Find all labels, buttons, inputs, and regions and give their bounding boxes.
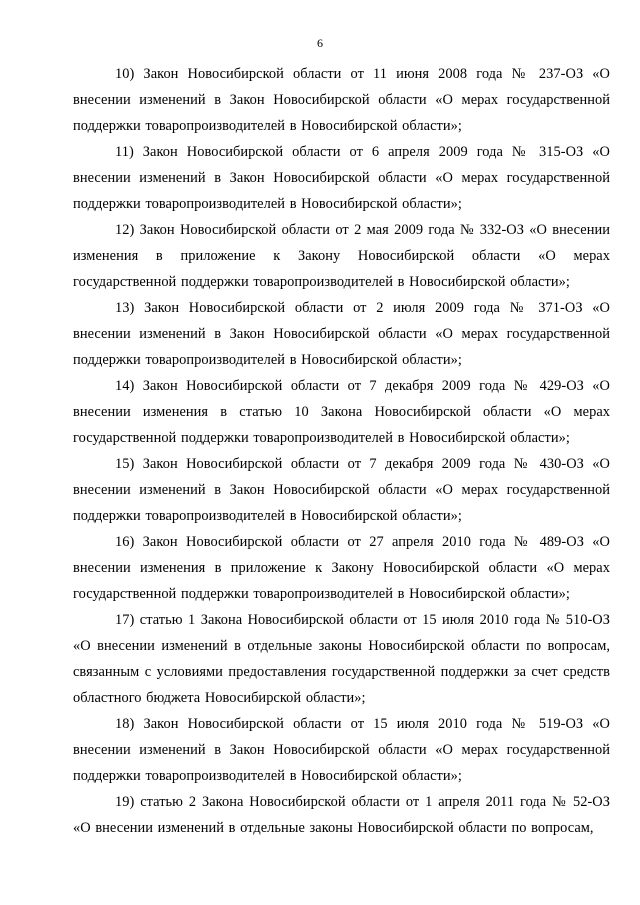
list-item-15: 15) Закон Новосибирской области от 7 декабря 2009 года № 430-ОЗ «О внесении изменений в Закон Новосибирской области «О мерах государственной поддержки товаропроизводителей в Новосибирской области»; — [73, 456, 610, 524]
page-number: 6 — [317, 36, 323, 50]
list-item-12: 12) Закон Новосибирской области от 2 мая 2009 года № 332-ОЗ «О внесении изменения в приложение к Закону Новосибирской области «О мерах государственной поддержки товаропроизводителей в Новосибирской области»; — [73, 222, 610, 290]
list-item-17: 17) статью 1 Закона Новосибирской области от 15 июля 2010 года № 510-ОЗ «О внесении изменений в отдельные законы Новосибирской области по вопросам, связанным с условиями предоставления государственной поддержки за счет средств областного бюджета Новосибирской области»; — [73, 612, 610, 706]
list-item-19: 19) статью 2 Закона Новосибирской области от 1 апреля 2011 года № 52-ОЗ «О внесении изменений в отдельные законы Новосибирской области по вопросам, — [73, 794, 610, 836]
list-item-13: 13) Закон Новосибирской области от 2 июля 2009 года № 371-ОЗ «О внесении изменений в Закон Новосибирской области «О мерах государственной поддержки товаропроизводителей в Новосибирской области»; — [73, 300, 610, 368]
document-body — [73, 61, 610, 841]
list-item-18: 18) Закон Новосибирской области от 15 июля 2010 года № 519-ОЗ «О внесении изменений в Закон Новосибирской области «О мерах государственной поддержки товаропроизводителей в Новосибирской области»; — [73, 716, 610, 784]
list-item-16: 16) Закон Новосибирской области от 27 апреля 2010 года № 489-ОЗ «О внесении изменения в приложение к Закону Новосибирской области «О мерах государственной поддержки товаропроизводителей в Новосибирской области»; — [73, 534, 610, 602]
list-item-10: 10) Закон Новосибирской области от 11 июня 2008 года № 237-ОЗ «О внесении изменений в Закон Новосибирской области «О мерах государственной поддержки товаропроизводителей в Новосибирской области»; — [73, 66, 610, 134]
list-item-14: 14) Закон Новосибирской области от 7 декабря 2009 года № 429-ОЗ «О внесении изменения в статью 10 Закона Новосибирской области «О мерах государственной поддержки товаропроизводителей в Новосибирской области»; — [73, 378, 610, 446]
list-item-11: 11) Закон Новосибирской области от 6 апреля 2009 года № 315-ОЗ «О внесении изменений в Закон Новосибирской области «О мерах государственной поддержки товаропроизводителей в Новосибирской области»; — [73, 144, 610, 212]
